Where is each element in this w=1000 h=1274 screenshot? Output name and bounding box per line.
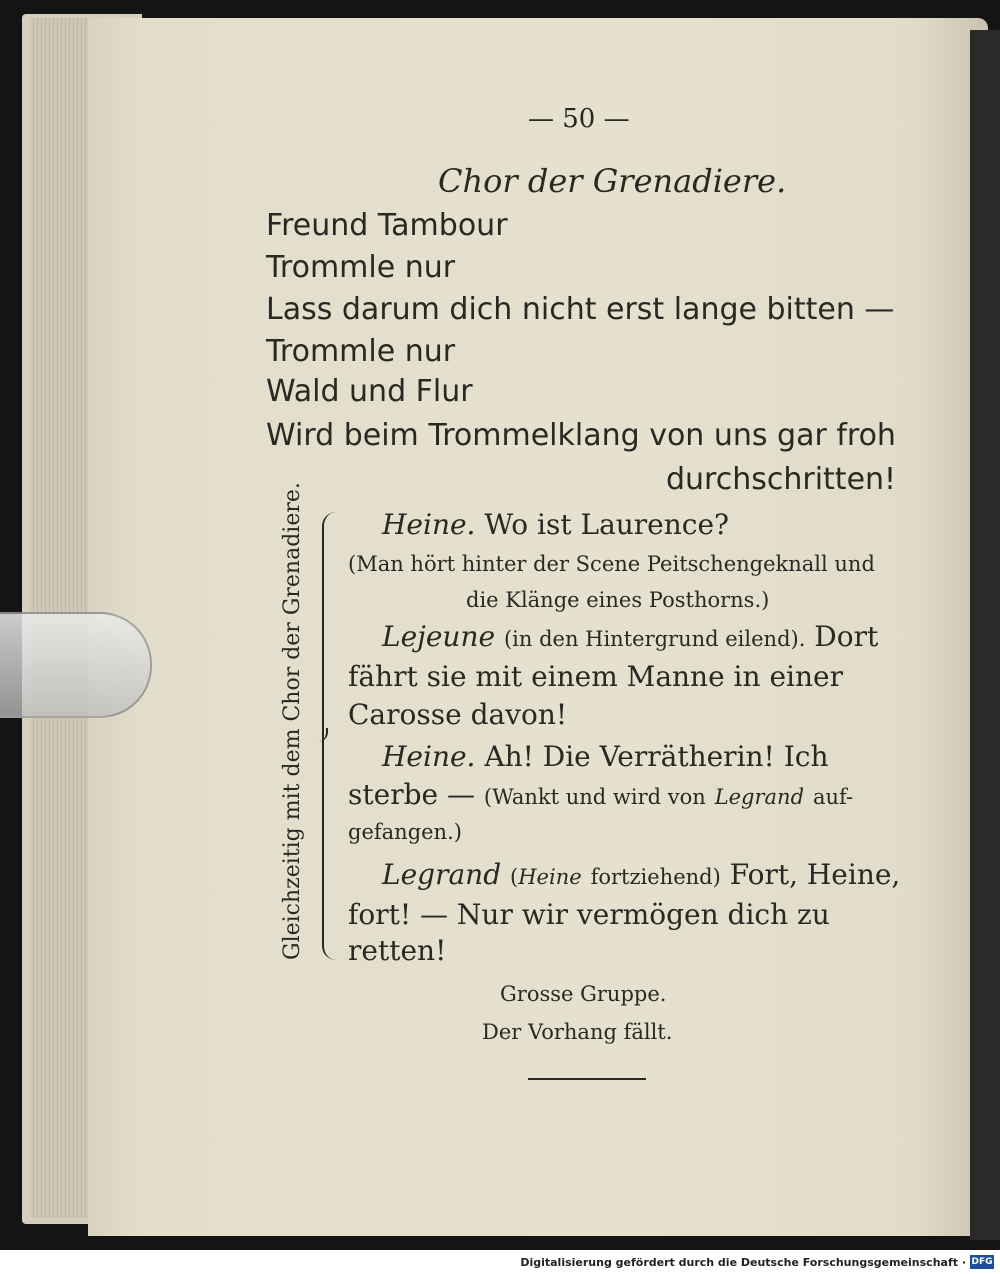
stage-direction-name: Legrand [714,785,805,809]
page-gutter-shadow [970,30,1000,1240]
verse-line: Wald und Flur [266,374,473,409]
verse-line: Wird beim Trommelklang von uns gar froh [266,418,896,453]
dialogue-line: retten! [348,934,447,967]
page-clip [0,612,152,718]
dialogue: Wo ist Laurence? [484,508,730,541]
closing-direction: Grosse Gruppe. [500,982,667,1006]
closing-direction: Der Vorhang fällt. [482,1020,673,1044]
verse-line: Freund Tambour [266,208,508,243]
dialogue: Ah! Die Verrätherin! Ich [484,740,829,773]
heine-line-2b [348,778,853,811]
stage-direction: gefangen.) [348,820,462,844]
chorus-heading: Chor der Grenadiere. [438,162,787,200]
verse-line: Lass darum dich nicht erst lange bitten — [266,292,895,327]
speaker-legrand: Legrand [382,858,502,891]
dialogue: Fort, Heine, [729,858,901,891]
dialogue: Dort [814,620,879,653]
verse-line: durchschritten! [666,462,897,497]
legrand-line-1 [382,858,900,891]
stage-direction: ( [510,865,519,889]
dialogue-line: fort! — Nur wir vermögen dich zu [348,898,830,931]
side-note: Gleichzeitig mit dem Chor der Grenadiere. [280,482,305,960]
dfg-logo: DFG [971,1257,993,1267]
dialogue-line: fährt sie mit einem Manne in einer [348,660,843,693]
dialogue: sterbe — [348,778,475,811]
stage-direction: (in den Hintergrund eilend). [503,627,806,651]
end-rule [528,1078,646,1080]
stage-direction-name: Heine [518,865,582,889]
stage-direction: die Klänge eines Posthorns.) [466,588,770,612]
page-number: — 50 — [528,104,630,134]
verse-line: Trommle nur [266,334,456,369]
speaker-heine: Heine. [382,508,476,541]
footer-credit: Digitalisierung gefördert durch die Deutsche Forschungsgemeinschaft · [520,1256,966,1269]
stage-direction: (Wankt und wird von [483,785,706,809]
heine-line-1 [382,508,729,541]
speaker-lejeune: Lejeune [382,620,496,653]
stage-direction: (Man hört hinter der Scene Peitschengeknall und [348,552,875,576]
stage-direction: fortziehend) [590,865,721,889]
dialogue-line: Carosse davon! [348,698,568,731]
heine-line-2 [382,740,828,773]
stage-direction: auf- [812,785,854,809]
speaker-heine: Heine. [382,740,476,773]
lejeune-line-1 [382,620,878,653]
verse-line: Trommle nur [266,250,456,285]
